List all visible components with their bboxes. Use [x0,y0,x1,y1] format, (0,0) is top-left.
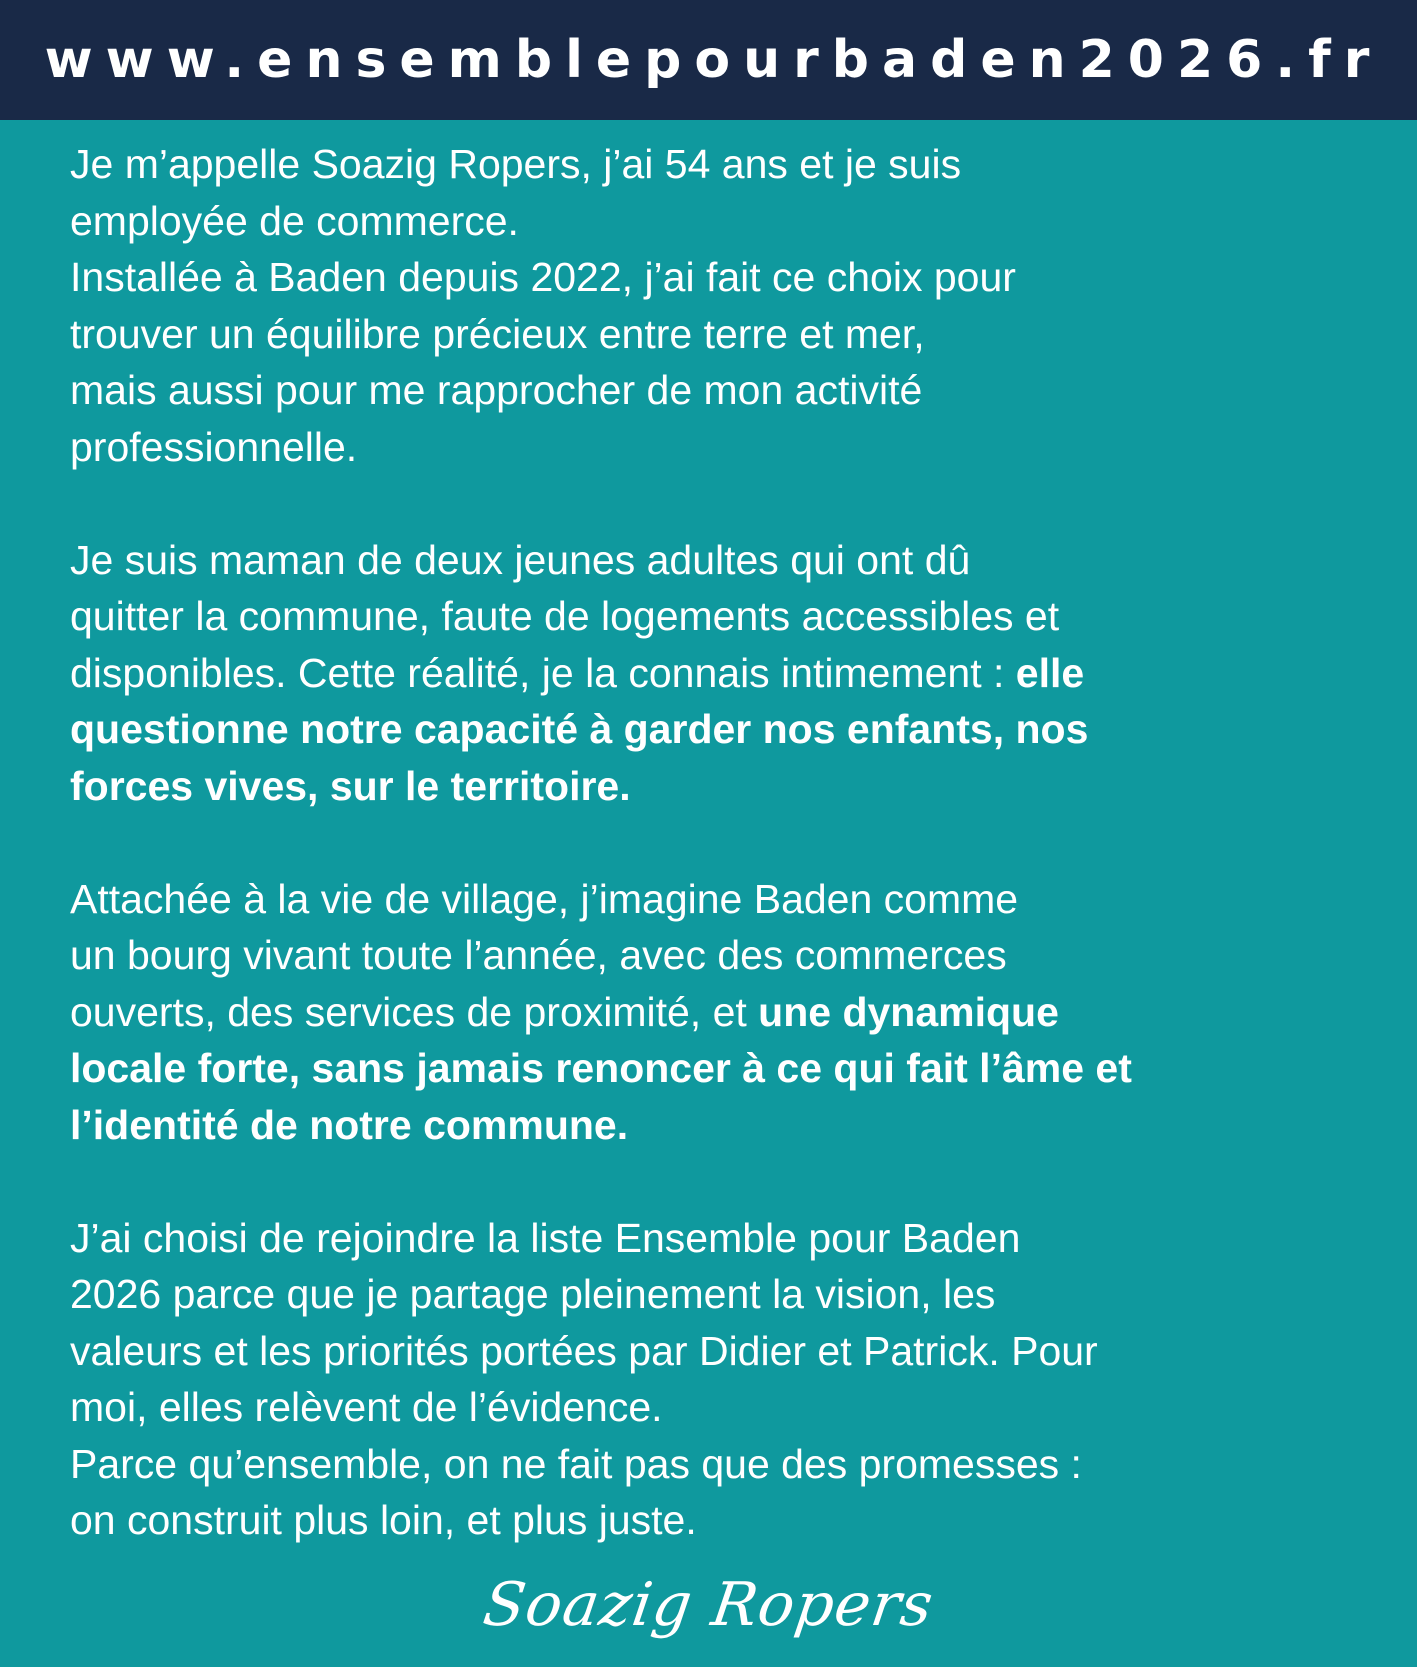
text-line [70,1436,1400,1493]
bold-text: questionne notre capacité à garder nos enfants, nos [70,706,1089,752]
text-line [70,1040,1400,1097]
text-segment: trouver un équilibre précieux entre terre et mer, [70,310,925,357]
paragraph [70,1210,1400,1549]
text-line [70,532,1400,589]
text-segment: professionnelle. [70,423,358,470]
bold-text: forces vives, sur le territoire. [70,762,631,809]
text-segment: on construit plus loin, et plus juste. [70,1497,697,1543]
text-segment: Attachée à la vie de village, j’imagine Baden comme [70,875,1019,922]
text-segment: Parce qu’ensemble, on ne fait pas que des promesses : [70,1440,1082,1487]
text-segment: 2026 parce que je partage pleinement la vision, les [70,1271,996,1317]
text-line [70,701,1400,758]
text-line [70,1492,1400,1549]
text-segment: Je suis maman de deux jeunes adultes qui ont dû [70,536,971,583]
text-line [70,419,1400,476]
paragraph [70,871,1400,1154]
bold-text: elle [1015,649,1085,696]
text-line [70,249,1400,306]
signature: Soazig Ropers [479,1570,938,1640]
text-segment: Installée à Baden depuis 2022, j’ai fait ce choix pour [70,254,1016,300]
text-line [70,645,1400,702]
text-line [70,362,1400,419]
text-line [70,136,1400,193]
text-segment: mais aussi pour me rapprocher de mon activité [70,367,923,413]
paragraph [70,532,1400,815]
text-line [70,1323,1400,1380]
bold-text: l’identité de notre commune. [70,1101,629,1148]
paragraph [70,136,1400,475]
text-line [70,1097,1400,1154]
text-segment: quitter la commune, faute de logements accessibles et [70,593,1060,639]
text-line [70,1266,1400,1323]
text-line [70,758,1400,815]
text-line [70,1210,1400,1267]
text-segment: moi, elles relèvent de l’évidence. [70,1384,663,1430]
text-segment: J’ai choisi de rejoindre la liste Ensemble pour Baden [70,1214,1021,1261]
bold-text: locale forte, sans jamais renoncer à ce qui fait l’âme et [70,1045,1132,1091]
text-segment: valeurs et les priorités portées par Didier et Patrick. Pour [70,1327,1098,1374]
text-segment: employée de commerce. [70,197,519,244]
text-line [70,193,1400,250]
text-segment: ouverts, des services de proximité, et [70,988,759,1035]
testimonial-text [70,136,1400,1549]
text-line [70,588,1400,645]
header-banner [0,0,1417,120]
text-line [70,927,1400,984]
text-segment: disponibles. Cette réalité, je la connais intimement : [70,649,1016,696]
text-line [70,984,1400,1041]
text-segment: un bourg vivant toute l’année, avec des commerces [70,932,1007,978]
bold-text: une dynamique [758,988,1059,1035]
text-line [70,306,1400,363]
text-segment: Je m’appelle Soazig Ropers, j’ai 54 ans et je suis [70,141,962,187]
text-line [70,1379,1400,1436]
website-url[interactable]: www.ensemblepourbaden2026.fr [44,30,1383,90]
text-line [70,871,1400,928]
